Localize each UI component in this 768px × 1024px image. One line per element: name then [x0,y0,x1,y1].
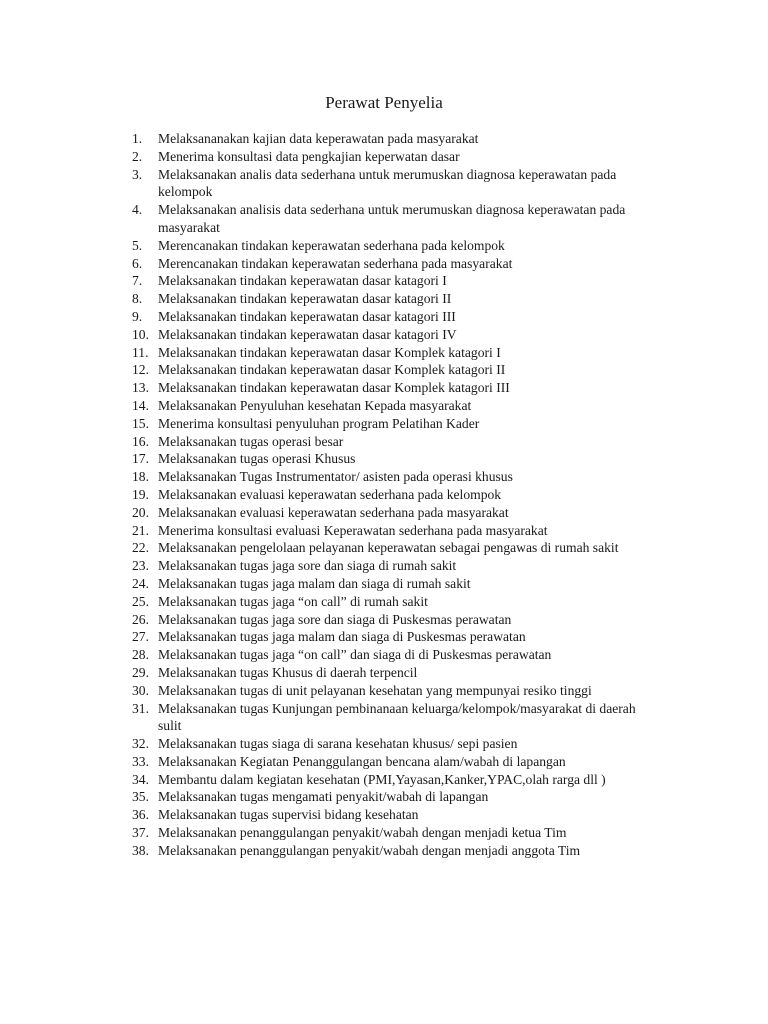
item-text: Melaksanakan tugas siaga di sarana kesehatan khusus/ sepi pasien [158,736,518,752]
list-item [132,361,692,379]
list-item [132,771,692,789]
item-number: 7. [132,273,143,289]
item-number: 21. [132,522,149,538]
list-item [132,397,692,415]
list-item [132,290,692,308]
item-text: Menerima konsultasi penyuluhan program Pelatihan Kader [158,415,480,431]
list-item [132,557,692,575]
item-number: 38. [132,842,149,858]
list-item [132,130,692,148]
item-text: Melaksanakan tindakan keperawatan dasar Komplek katagori II [158,362,506,378]
item-number: 17. [132,451,149,467]
item-number: 15. [132,415,149,431]
item-text: Merencanakan tindakan keperawatan sederhana pada masyarakat [158,255,513,271]
item-number: 8. [132,291,143,307]
list-item [132,379,692,397]
list-item [132,628,692,646]
item-number: 30. [132,682,149,698]
item-number: 37. [132,825,149,841]
item-text: Melaksanakan tugas operasi besar [158,433,344,449]
item-text: Membantu dalam kegiatan kesehatan (PMI,Yayasan,Kanker,YPAC,olah rarga dll ) [158,771,606,787]
item-text: Menerima konsultasi evaluasi Keperawatan sederhana pada masyarakat [158,522,548,538]
item-number: 3. [132,166,143,182]
item-number: 28. [132,647,149,663]
item-text: Melaksanakan penanggulangan penyakit/wabah dengan menjadi anggota Tim [158,842,581,858]
list-item [132,255,692,273]
item-number: 11. [132,344,149,360]
item-text: Melaksanakan tugas jaga sore dan siaga di Puskesmas perawatan [158,611,512,627]
list-item [132,575,692,593]
list-item [132,433,692,451]
item-text: Melaksanakan tindakan keperawatan dasar katagori III [158,308,456,324]
list-item [132,308,692,326]
item-number: 2. [132,148,143,164]
list-item [132,824,692,842]
list-item [132,664,692,682]
document-title: Perawat Penyelia [325,93,443,112]
list-item [132,201,692,237]
item-text: Melaksanakan analisis data sederhana untuk merumuskan diagnosa keperawatan pada masyarakat [158,202,626,235]
item-text: Melaksanakan Kegiatan Penanggulangan bencana alam/wabah di lapangan [158,753,566,769]
item-number: 27. [132,629,149,645]
item-number: 36. [132,807,149,823]
item-number: 33. [132,753,149,769]
item-number: 26. [132,611,149,627]
item-number: 1. [132,131,143,146]
list-item [132,486,692,504]
item-number: 34. [132,771,149,787]
list-item [132,522,692,540]
item-text: Melaksanakan tugas jaga malam dan siaga di rumah sakit [158,575,471,591]
list-item [132,753,692,771]
item-text: Melaksananakan kajian data keperawatan pada masyarakat [158,131,479,146]
item-text: Melaksanakan tugas Kunjungan pembinanaan keluarga/kelompok/masyarakat di daerah sulit [158,700,636,734]
item-number: 25. [132,593,149,609]
list-item [132,450,692,468]
item-text: Melaksanakan tugas mengamati penyakit/wabah di lapangan [158,789,489,805]
item-number: 23. [132,558,149,574]
item-number: 24. [132,575,149,591]
list-item [132,344,692,362]
list-item [132,646,692,664]
item-text: Melaksanakan tugas operasi Khusus [158,451,356,467]
item-text: Melaksanakan tindakan keperawatan dasar Komplek katagori I [158,344,501,360]
item-text: Melaksanakan tugas di unit pelayanan kesehatan yang mempunyai resiko tinggi [158,682,592,698]
list-item [132,593,692,611]
item-text: Melaksanakan tindakan keperawatan dasar katagori IV [158,326,457,342]
list-item [132,504,692,522]
item-text: Melaksanakan tugas supervisi bidang kesehatan [158,807,419,823]
item-number: 19. [132,486,149,502]
item-text: Melaksanakan tugas Khusus di daerah terpencil [158,664,418,680]
list-item [132,237,692,255]
item-text: Melaksanakan tugas jaga “on call” di rumah sakit [158,593,428,609]
item-number: 20. [132,504,149,520]
list-item [132,272,692,290]
list-item [132,788,692,806]
item-number: 4. [132,202,143,218]
list-item [132,682,692,700]
list-item [132,842,692,860]
item-text: Melaksanakan Tugas Instrumentator/ asisten pada operasi khusus [158,469,513,485]
item-text: Melaksanakan analis data sederhana untuk merumuskan diagnosa keperawatan pada kelompok [158,166,617,200]
list-item [132,415,692,433]
task-list [132,130,692,860]
list-item [132,735,692,753]
item-text: Melaksanakan tindakan keperawatan dasar katagori I [158,273,447,289]
item-number: 32. [132,736,149,752]
item-text: Melaksanakan tugas jaga sore dan siaga di rumah sakit [158,558,457,574]
list-item [132,611,692,629]
item-text: Melaksanakan evaluasi keperawatan sederhana pada masyarakat [158,504,509,520]
item-text: Melaksanakan tugas jaga “on call” dan siaga di di Puskesmas perawatan [158,647,552,663]
item-number: 10. [132,326,149,342]
item-text: Melaksanakan tindakan keperawatan dasar Komplek katagori III [158,380,510,396]
item-text: Melaksanakan penanggulangan penyakit/wabah dengan menjadi ketua Tim [158,825,567,841]
list-item [132,539,692,557]
item-text: Melaksanakan tugas jaga malam dan siaga di Puskesmas perawatan [158,629,526,645]
item-text: Merencanakan tindakan keperawatan sederhana pada kelompok [158,237,505,253]
list-item [132,148,692,166]
list-item [132,166,692,202]
item-text: Menerima konsultasi data pengkajian keperwatan dasar [158,148,460,164]
item-number: 22. [132,540,149,556]
item-number: 35. [132,789,149,805]
list-item [132,326,692,344]
item-number: 9. [132,308,143,324]
item-text: Melaksanakan Penyuluhan kesehatan Kepada masyarakat [158,397,472,413]
item-text: Melaksanakan evaluasi keperawatan sederhana pada kelompok [158,486,502,502]
item-number: 14. [132,397,149,413]
item-text: Melaksanakan pengelolaan pelayanan keperawatan sebagai pengawas di rumah sakit [158,540,619,556]
item-number: 12. [132,362,149,378]
item-number: 13. [132,380,149,396]
item-number: 29. [132,664,149,680]
item-number: 31. [132,700,149,716]
list-item [132,468,692,486]
item-number: 18. [132,469,149,485]
item-number: 5. [132,237,143,253]
list-item [132,806,692,824]
item-number: 6. [132,255,143,271]
item-number: 16. [132,433,149,449]
item-text: Melaksanakan tindakan keperawatan dasar katagori II [158,291,452,307]
list-item [132,700,692,736]
